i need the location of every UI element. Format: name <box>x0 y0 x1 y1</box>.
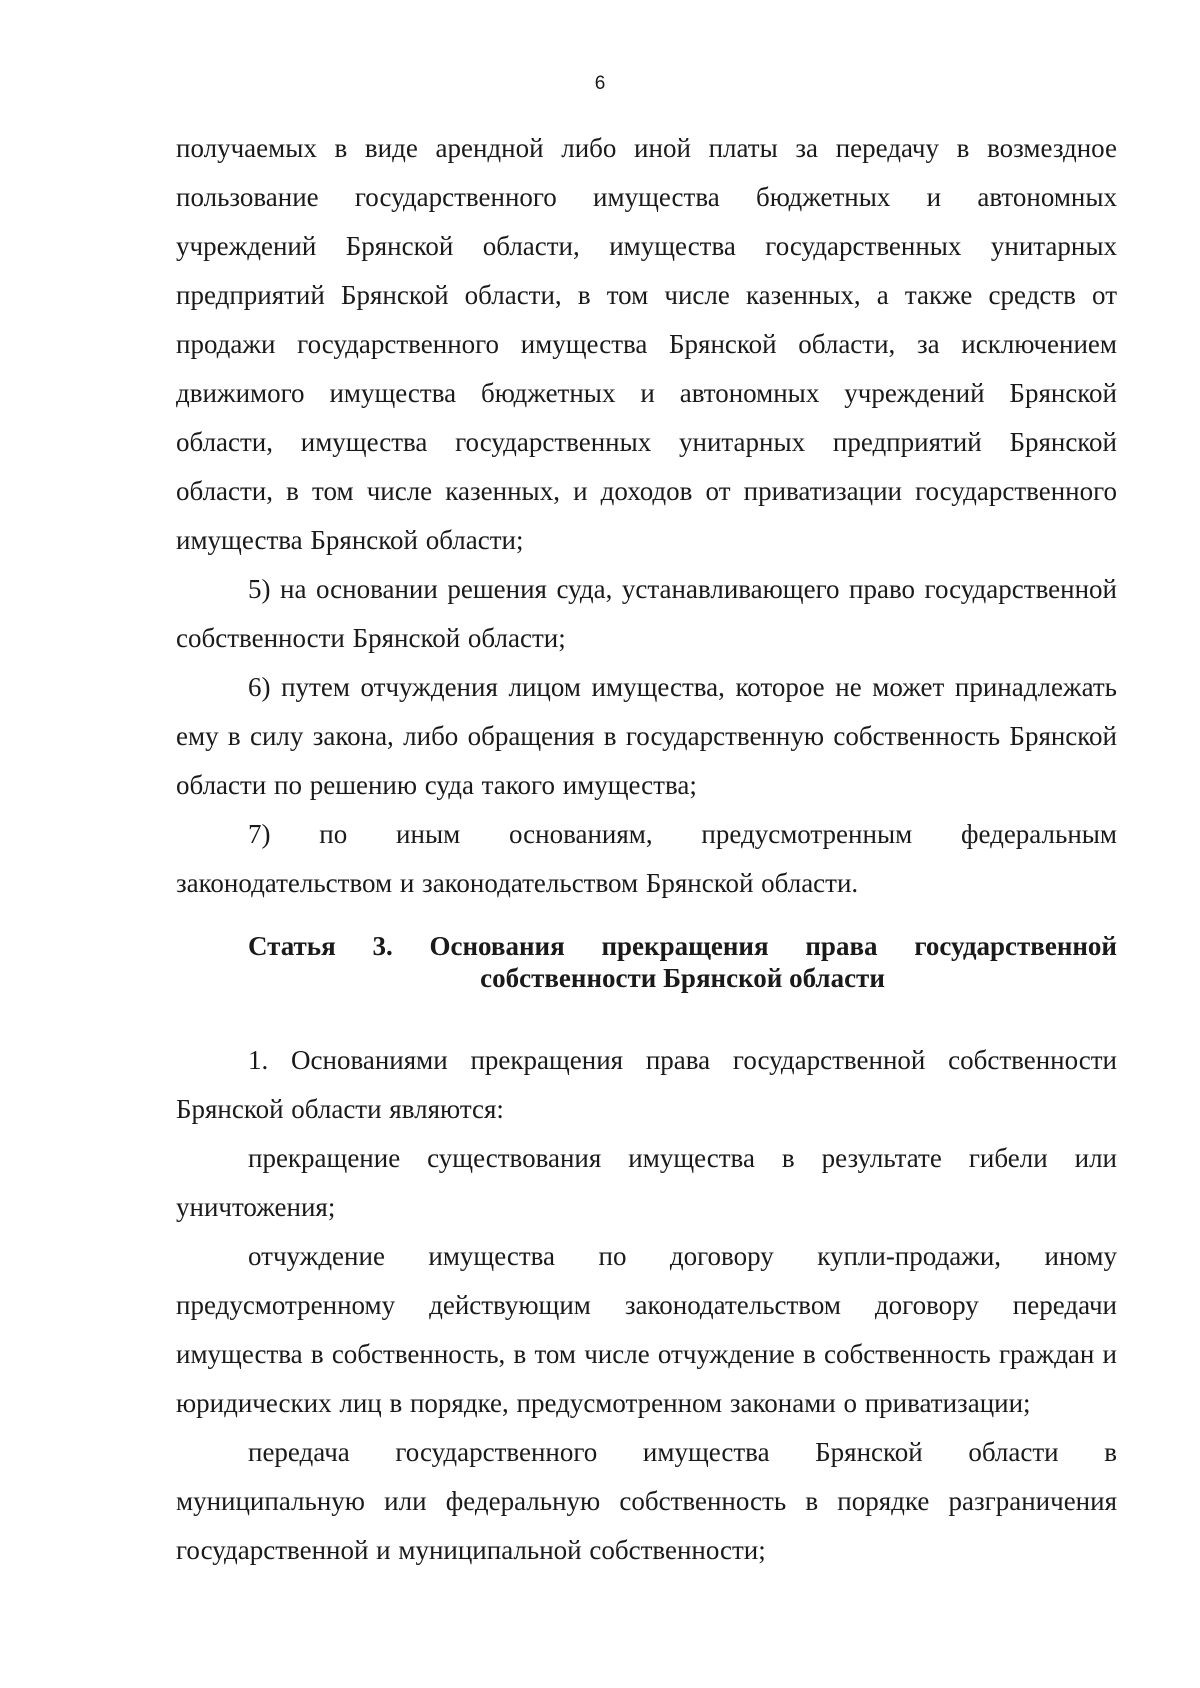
article-heading <box>248 930 1117 994</box>
article-title-word: Основания <box>429 931 565 961</box>
article-title-word: государственной <box>914 931 1117 961</box>
article-number: 3. <box>372 931 393 961</box>
article-3-paragraph-1: 1. Основаниями прекращения права государственной собственности Брянской области являются: <box>176 1045 1117 1124</box>
page-number: 6 <box>594 73 606 94</box>
ground-transfer: передача государственного имущества Брянской области в муниципальную или федеральную собственность в порядке разграничения государственной и муниципальной собственности; <box>176 1437 1117 1565</box>
paragraph-continuation: получаемых в виде арендной либо иной платы за передачу в возмездное пользование государственного имущества бюджетных и автономных учреждений Брянской области, имущества государственных унитарных предприятий Брянской области, в том числе казенных, а также средств от продажи государственного имущества Брянской области, за исключением движимого имущества бюджетных и автономных учреждений Брянской области, имущества государственных унитарных предприятий Брянской области, в том числе казенных, и доходов от приватизации государственного имущества Брянской области; <box>176 133 1117 555</box>
article-heading-line1 <box>248 930 1117 962</box>
list-item-6: 6) путем отчуждения лицом имущества, которое не может принадлежать ему в силу закона, либо обращения в государственную собственность Брянской области по решению суда такого имущества; <box>176 672 1117 800</box>
article-title-word: прекращения <box>601 931 769 961</box>
document-body <box>176 124 1117 1575</box>
ground-alienation: отчуждение имущества по договору купли-продажи, иному предусмотренному действующим законодательством договору передачи имущества в собственность, в том числе отчуждение в собственность граждан и юридических лиц в порядке, предусмотренном законами о приватизации; <box>176 1241 1117 1418</box>
ground-destruction: прекращение существования имущества в результате гибели или уничтожения; <box>176 1143 1117 1222</box>
article-heading-line2: собственности Брянской области <box>480 963 885 993</box>
list-item-5: 5) на основании решения суда, устанавливающего право государственной собственности Брянской области; <box>176 574 1117 653</box>
article-label: Статья <box>248 931 336 961</box>
list-item-7: 7) по иным основаниям, предусмотренным федеральным законодательством и законодательством Брянской области. <box>176 819 1117 898</box>
article-title-word: права <box>805 931 878 961</box>
